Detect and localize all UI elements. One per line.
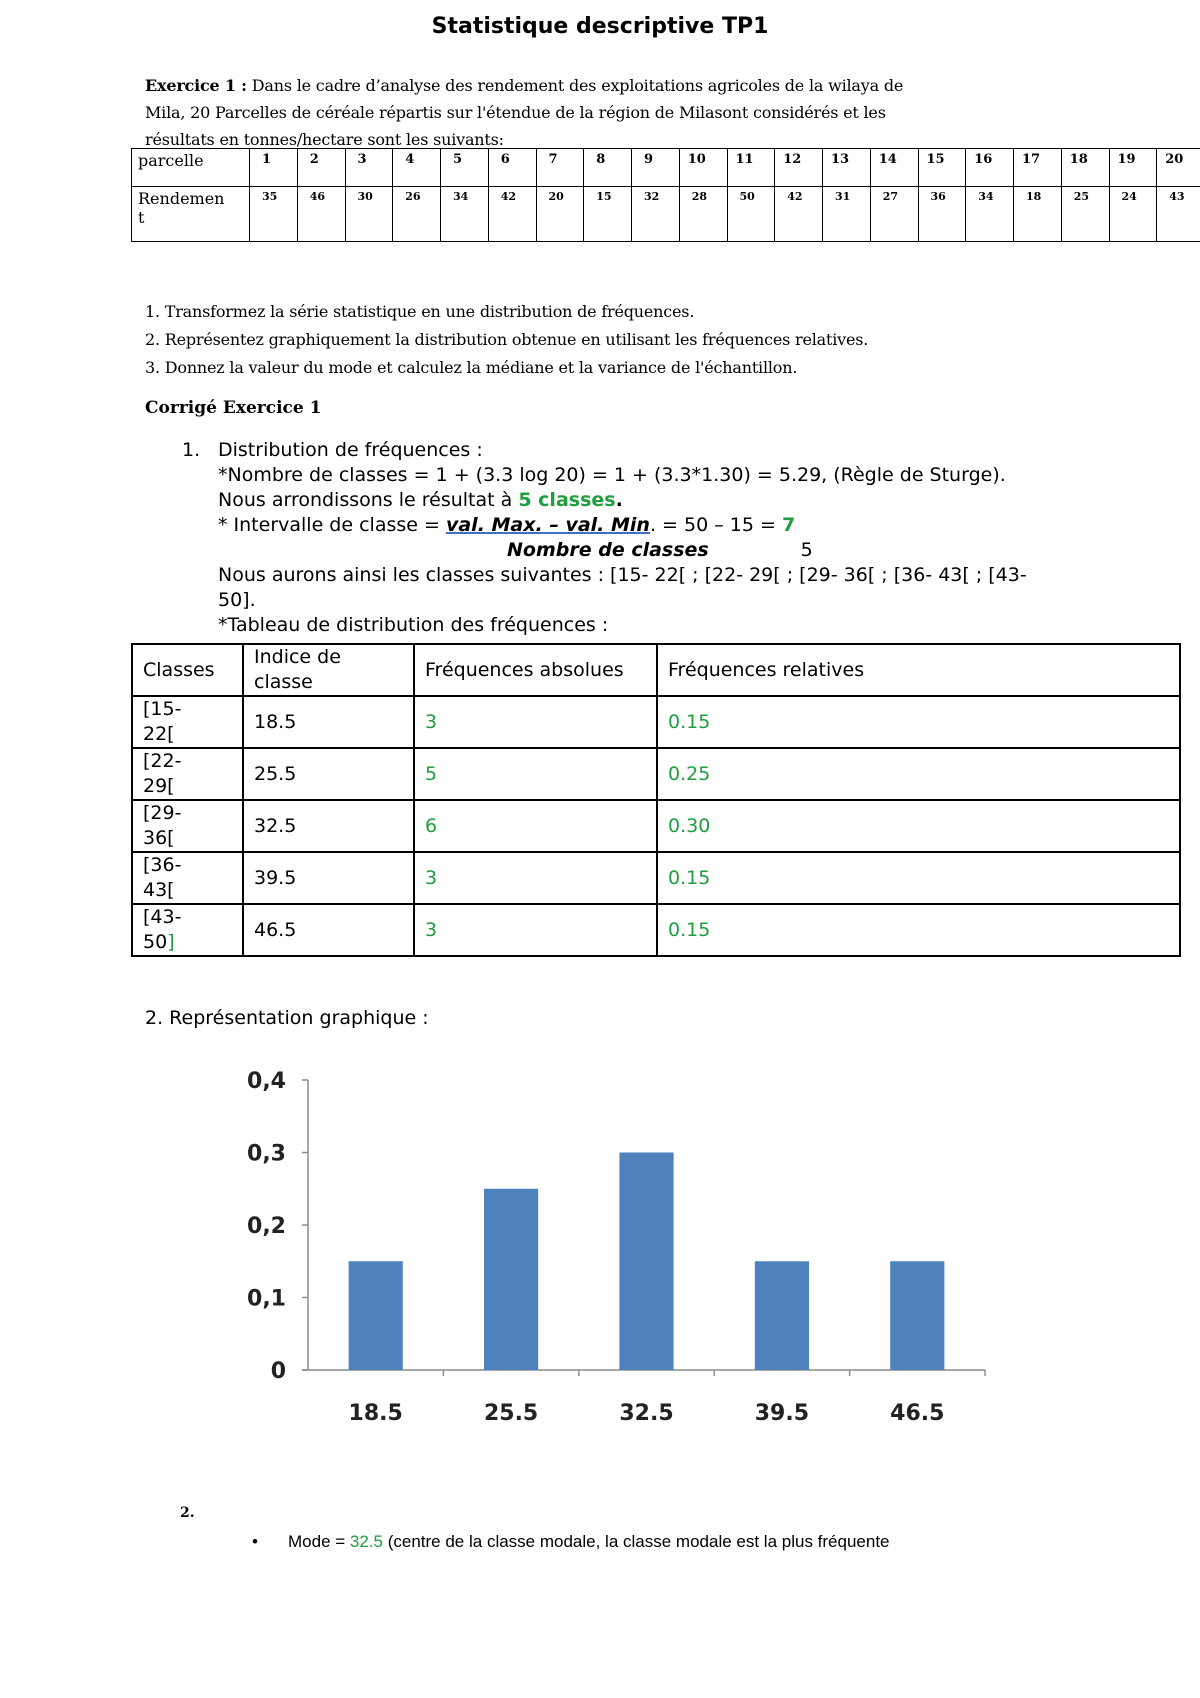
exercise-intro: [145, 72, 1005, 153]
x-tick-label: 46.5: [890, 1401, 945, 1426]
page-title: Statistique descriptive TP1: [431, 14, 769, 39]
rendement-cell: 42: [488, 187, 536, 242]
parcelle-cell: 17: [1014, 149, 1062, 187]
relative-frequency-chart: [240, 1060, 1080, 1485]
class-index-cell: 39.5: [243, 852, 414, 904]
bar-32.5: [619, 1153, 673, 1371]
parcelle-cell: 11: [727, 149, 775, 187]
frequency-table-header: [132, 644, 1180, 696]
absolute-frequency-cell: 3: [414, 904, 657, 956]
rendement-header: Rendemen t: [132, 187, 250, 242]
relative-frequency-cell: 0.25: [657, 748, 1180, 800]
intro-line-3: résultats en tonnes/hectare sont les suivants:: [145, 130, 504, 149]
absolute-frequency-cell: 3: [414, 852, 657, 904]
parcelle-cell: 8: [584, 149, 632, 187]
parcelle-cell: 6: [488, 149, 536, 187]
intro-line-2: Mila, 20 Parcelles de céréale répartis sur l'étendue de la région de Milasont considérés et les: [145, 103, 886, 122]
relative-frequency-cell: 0.30: [657, 800, 1180, 852]
rendement-cell: 43: [1157, 187, 1200, 242]
rendement-cell: 28: [679, 187, 727, 242]
x-tick-label: 32.5: [619, 1401, 674, 1426]
relative-frequency-cell: 0.15: [657, 904, 1180, 956]
question-2: 2. Représentez graphiquement la distribution obtenue en utilisant les fréquences relatives.: [145, 330, 869, 349]
section2-title: 2. Représentation graphique :: [145, 1007, 429, 1029]
bullet-icon: •: [252, 1532, 258, 1551]
interval-result: 7: [781, 514, 796, 536]
y-tick-label: 0,2: [247, 1214, 286, 1239]
col-header-rel: Fréquences relatives: [657, 644, 1180, 696]
interval-formula-numerator: val. Max. – val. Min: [445, 514, 650, 536]
parcelle-cell: 15: [918, 149, 966, 187]
rendement-cell: 24: [1109, 187, 1157, 242]
mode-line: • Mode = 32.5 (centre de la classe modale, la classe modale est la plus fréquente: [252, 1532, 890, 1551]
yield-data-table: [131, 148, 1200, 242]
class-interval-cell: [15- 22[: [132, 696, 243, 748]
y-tick-label: 0,4: [247, 1069, 286, 1094]
interval-formula-denominator: Nombre de classes: [507, 539, 709, 561]
rendement-cell: 18: [1014, 187, 1062, 242]
chart-svg: [240, 1060, 1080, 1480]
class-index-cell: 18.5: [243, 696, 414, 748]
intro-line-1: Dans le cadre d’analyse des rendement des exploitations agricoles de la wilaya de: [246, 76, 904, 95]
parcelle-cell: 13: [823, 149, 871, 187]
rendement-cell: 15: [584, 187, 632, 242]
frequency-row: [132, 800, 1180, 852]
parcelle-row: [132, 149, 1200, 187]
parcelle-header: parcelle: [132, 149, 250, 187]
parcelle-cell: 5: [441, 149, 489, 187]
solution-line-7: 50].: [218, 589, 256, 611]
solution-line-6: Nous aurons ainsi les classes suivantes : [15- 22[ ; [22- 29[ ; [29- 36[ ; [36- 43[ ; [43-: [218, 564, 1027, 586]
x-tick-label: 25.5: [483, 1401, 539, 1426]
question-3: 3. Donnez la valeur du mode et calculez la médiane et la variance de l'échantillon.: [145, 358, 798, 377]
absolute-frequency-cell: 5: [414, 748, 657, 800]
rendement-cell: 34: [441, 187, 489, 242]
rendement-cell: 25: [1061, 187, 1109, 242]
parcelle-cell: 19: [1109, 149, 1157, 187]
mode-value: 32.5: [349, 1532, 383, 1551]
bar-25.5: [484, 1189, 538, 1370]
parcelle-cell: 10: [679, 149, 727, 187]
relative-frequency-cell: 0.15: [657, 696, 1180, 748]
bar-39.5: [755, 1261, 809, 1370]
solution-line-1: Distribution de fréquences :: [218, 439, 483, 461]
rendement-cell: 34: [966, 187, 1014, 242]
rendement-cell: 30: [345, 187, 393, 242]
rendement-cell: 32: [632, 187, 680, 242]
parcelle-cell: 12: [775, 149, 823, 187]
bar-18.5: [349, 1261, 403, 1370]
part2-label: 2.: [180, 1505, 195, 1521]
rendement-cell: 46: [297, 187, 345, 242]
class-interval-cell: [36- 43[: [132, 852, 243, 904]
frequency-row: [132, 904, 1180, 956]
frequency-row: [132, 696, 1180, 748]
rendement-cell: 42: [775, 187, 823, 242]
rendement-cell: 20: [536, 187, 584, 242]
rendement-cell: 50: [727, 187, 775, 242]
class-interval-cell: [29- 36[: [132, 800, 243, 852]
parcelle-cell: 14: [870, 149, 918, 187]
denominator-value: 5: [800, 539, 813, 561]
rendement-cell: 26: [393, 187, 441, 242]
frequency-row: [132, 852, 1180, 904]
rendement-row: [132, 187, 1200, 242]
absolute-frequency-cell: 6: [414, 800, 657, 852]
corrige-title: Corrigé Exercice 1: [145, 398, 322, 418]
y-tick-label: 0,3: [247, 1141, 286, 1167]
y-tick-label: 0: [270, 1359, 286, 1384]
parcelle-cell: 16: [966, 149, 1014, 187]
parcelle-cell: 9: [632, 149, 680, 187]
parcelle-cell: 18: [1061, 149, 1109, 187]
parcelle-cell: 4: [393, 149, 441, 187]
class-index-cell: 46.5: [243, 904, 414, 956]
frequency-row: [132, 748, 1180, 800]
class-interval-cell: [43- 50]: [132, 904, 243, 956]
col-header-indice: Indice de classe: [243, 644, 414, 696]
y-tick-label: 0,1: [247, 1286, 286, 1312]
parcelle-cell: 20: [1157, 149, 1200, 187]
relative-frequency-cell: 0.15: [657, 852, 1180, 904]
rendement-cell: 36: [918, 187, 966, 242]
rendement-cell: 35: [250, 187, 298, 242]
frequency-table: [131, 643, 1181, 957]
solution-line-3: Nous arrondissons le résultat à 5 classes.: [218, 489, 623, 511]
absolute-frequency-cell: 3: [414, 696, 657, 748]
col-header-abs: Fréquences absolues: [414, 644, 657, 696]
x-tick-label: 18.5: [348, 1401, 403, 1426]
exercise-label: Exercice 1 :: [145, 76, 247, 95]
parcelle-cell: 1: [250, 149, 298, 187]
rendement-cell: 31: [823, 187, 871, 242]
question-list: [145, 298, 1045, 382]
solution-line-4: * Intervalle de classe = val. Max. – val. Min. = 50 – 15 = 7: [218, 514, 796, 536]
class-index-cell: 25.5: [243, 748, 414, 800]
solution-line-5: [507, 538, 813, 563]
parcelle-cell: 2: [297, 149, 345, 187]
class-count-highlight: 5 classes: [518, 489, 616, 511]
question-1: 1. Transformez la série statistique en une distribution de fréquences.: [145, 302, 695, 321]
class-index-cell: 32.5: [243, 800, 414, 852]
solution-line-8: *Tableau de distribution des fréquences :: [218, 614, 609, 636]
solution-number-1: 1.: [182, 439, 201, 461]
col-header-classes: Classes: [132, 644, 243, 696]
bar-46.5: [890, 1261, 944, 1370]
solution-line-2: *Nombre de classes = 1 + (3.3 log 20) = 1 + (3.3*1.30) = 5.29, (Règle de Sturge).: [218, 464, 1006, 486]
rendement-cell: 27: [870, 187, 918, 242]
parcelle-cell: 3: [345, 149, 393, 187]
class-interval-cell: [22- 29[: [132, 748, 243, 800]
x-tick-label: 39.5: [754, 1401, 810, 1426]
parcelle-cell: 7: [536, 149, 584, 187]
